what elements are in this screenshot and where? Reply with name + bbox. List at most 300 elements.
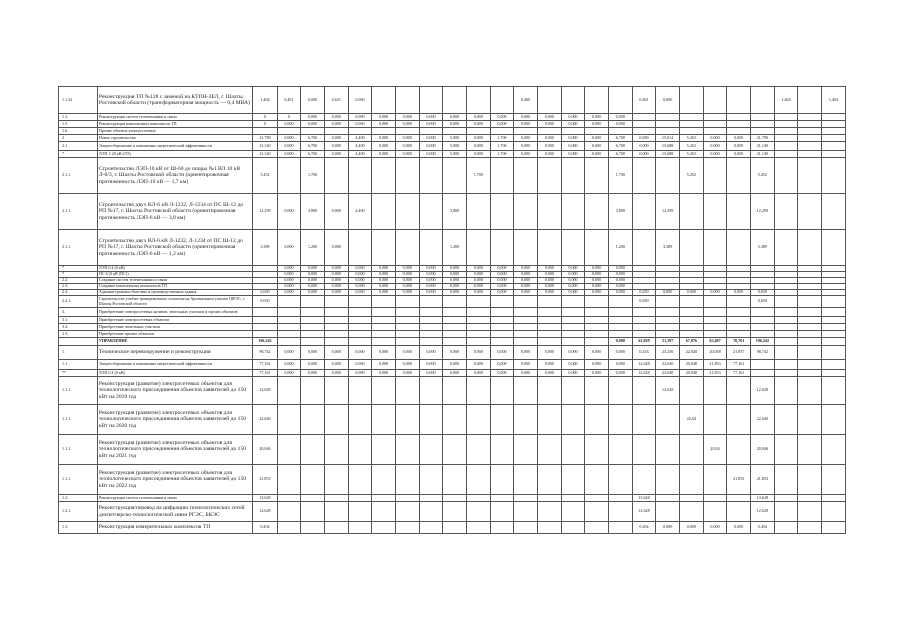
table-cell: 0,000 xyxy=(443,346,467,360)
table-cell xyxy=(822,377,846,405)
row-code: 1.1.1. xyxy=(59,465,98,495)
table-cell xyxy=(514,128,538,135)
table-cell xyxy=(466,502,490,522)
table-cell xyxy=(514,377,538,405)
investment-program-table xyxy=(58,86,846,534)
table-cell: 0,000 xyxy=(419,360,443,370)
table-cell xyxy=(395,377,419,405)
table-cell: 5,452 xyxy=(751,158,775,194)
table-cell: 0,000 xyxy=(466,290,490,296)
row-code: ** xyxy=(59,370,98,377)
table-cell xyxy=(632,128,656,135)
table-cell: 0,000 xyxy=(395,284,419,290)
table-cell xyxy=(751,121,775,128)
table-cell xyxy=(727,158,751,194)
table-cell xyxy=(395,502,419,522)
table-cell xyxy=(419,128,443,135)
table-cell xyxy=(466,331,490,338)
table-cell xyxy=(324,158,348,194)
table-cell xyxy=(537,377,561,405)
table-cell xyxy=(443,435,467,465)
table-cell: 20,048 xyxy=(680,360,704,370)
table-cell xyxy=(798,324,822,331)
table-cell: 0,000 xyxy=(301,272,325,278)
table-cell: 0,000 xyxy=(609,272,633,278)
table-cell xyxy=(680,324,704,331)
table-cell xyxy=(774,324,798,331)
table-cell xyxy=(466,377,490,405)
table-cell xyxy=(537,158,561,194)
table-cell: 0,000 xyxy=(348,346,372,360)
table-cell xyxy=(348,317,372,324)
table-cell xyxy=(301,317,325,324)
table-cell xyxy=(443,522,467,534)
table-cell xyxy=(774,230,798,266)
table-cell xyxy=(656,495,680,502)
table-cell: 0,000 xyxy=(609,346,633,360)
table-cell: 0,000 xyxy=(514,151,538,158)
table-cell: 21,397 xyxy=(656,338,680,346)
table-cell: 0,000 xyxy=(277,290,301,296)
table-cell xyxy=(514,338,538,346)
table-cell: 0,000 xyxy=(466,272,490,278)
table-cell: 0,000 xyxy=(443,121,467,128)
table-cell: 20,048 xyxy=(680,370,704,377)
table-cell xyxy=(419,338,443,346)
table-cell xyxy=(632,405,656,435)
table-cell xyxy=(727,308,751,317)
table-cell: 21,837 xyxy=(727,346,751,360)
table-cell: 0,000 xyxy=(277,346,301,360)
table-cell xyxy=(822,370,846,377)
table-cell: 0,000 xyxy=(561,272,585,278)
table-cell: 5,000 xyxy=(443,151,467,158)
row-total xyxy=(253,324,277,331)
table-cell xyxy=(348,405,372,435)
table-cell xyxy=(656,317,680,324)
row-label: Энергосбережение и повышение энергетической эффективности xyxy=(97,142,252,151)
table-cell xyxy=(443,465,467,495)
table-cell xyxy=(490,158,514,194)
table-cell: 15,014 xyxy=(656,135,680,142)
table-cell: 0,000 xyxy=(301,278,325,284)
row-total: 3,389 xyxy=(253,230,277,266)
table-cell: 4,400 xyxy=(348,142,372,151)
table-cell xyxy=(727,377,751,405)
table-cell xyxy=(751,128,775,135)
table-cell xyxy=(703,121,727,128)
table-cell: 0,000 xyxy=(466,114,490,121)
table-cell: 0,000 xyxy=(324,266,348,272)
table-cell: 0,000 xyxy=(395,290,419,296)
row-label: ЛЭП 0,4 (0 кВ) xyxy=(97,266,252,272)
table-cell: 22,64 xyxy=(680,405,704,435)
table-cell xyxy=(372,435,396,465)
table-cell xyxy=(703,308,727,317)
table-row xyxy=(59,465,846,495)
table-cell xyxy=(703,377,727,405)
table-cell: 1,200 xyxy=(609,230,633,266)
table-cell: 0,000 xyxy=(372,266,396,272)
table-cell xyxy=(822,308,846,317)
table-cell: 0,650 xyxy=(632,296,656,308)
table-cell: 0,000 xyxy=(490,114,514,121)
table-cell xyxy=(277,128,301,135)
table-cell: 0,000 xyxy=(490,346,514,360)
table-cell xyxy=(348,296,372,308)
table-cell xyxy=(348,338,372,346)
table-cell xyxy=(443,324,467,331)
table-cell: 0,000 xyxy=(514,346,538,360)
table-cell: 0,000 xyxy=(561,151,585,158)
table-cell: 0,000 xyxy=(514,290,538,296)
table-row xyxy=(59,121,846,128)
table-cell: 0,000 xyxy=(395,370,419,377)
table-cell xyxy=(774,405,798,435)
table-cell xyxy=(798,114,822,121)
table-cell xyxy=(798,331,822,338)
table-cell xyxy=(822,346,846,360)
table-cell: 21,790 xyxy=(751,135,775,142)
table-cell xyxy=(395,87,419,114)
table-cell xyxy=(372,495,396,502)
table-cell: 0,000 xyxy=(537,290,561,296)
table-cell: 0,000 xyxy=(514,135,538,142)
table-cell: 1,700 xyxy=(490,142,514,151)
table-cell xyxy=(609,377,633,405)
row-total: 1,404 xyxy=(253,87,277,114)
table-cell: 0,401 xyxy=(277,87,301,114)
table-row xyxy=(59,142,846,151)
table-cell xyxy=(514,158,538,194)
table-cell xyxy=(419,87,443,114)
table-cell xyxy=(680,121,704,128)
table-cell xyxy=(561,522,585,534)
table-cell xyxy=(632,465,656,495)
table-cell: 0,000 xyxy=(727,522,751,534)
table-cell xyxy=(395,317,419,324)
table-cell xyxy=(537,317,561,324)
table-cell: 13,628 xyxy=(751,495,775,502)
table-cell xyxy=(561,230,585,266)
row-label: Приобретение земельных участков xyxy=(97,324,252,331)
table-cell: 0,000 xyxy=(419,151,443,158)
table-row xyxy=(59,331,846,338)
table-cell xyxy=(490,331,514,338)
table-cell xyxy=(466,405,490,435)
row-label: Строительство учебно-тренировочного полигона на Арсенальном участке ШРЭС, г. Шахты Ростовской области xyxy=(97,296,252,308)
table-cell xyxy=(466,194,490,230)
table-cell xyxy=(537,87,561,114)
row-total xyxy=(253,317,277,324)
table-cell: 0,000 xyxy=(372,114,396,121)
table-row xyxy=(59,405,846,435)
row-code: * xyxy=(59,266,98,272)
table-cell xyxy=(822,435,846,465)
table-cell: 21,853 xyxy=(703,370,727,377)
table-cell: 0,000 xyxy=(419,278,443,284)
table-cell: 0,000 xyxy=(419,272,443,278)
table-cell xyxy=(443,296,467,308)
table-cell: 0,000 xyxy=(419,370,443,377)
table-cell xyxy=(537,465,561,495)
table-cell: 0,650 xyxy=(632,290,656,296)
table-row xyxy=(59,230,846,266)
table-cell xyxy=(277,522,301,534)
table-cell xyxy=(514,435,538,465)
table-cell xyxy=(822,324,846,331)
table-cell xyxy=(822,338,846,346)
table-cell: 5,452 xyxy=(680,158,704,194)
table-cell: 0,000 xyxy=(561,142,585,151)
row-label: Реконструкция/перевод на цифрацию технологических сетей диспетчерско-технологической связи РГЭС, БКЭС xyxy=(97,502,252,522)
table-cell xyxy=(301,522,325,534)
table-cell xyxy=(443,128,467,135)
table-row xyxy=(59,522,846,534)
table-cell xyxy=(348,495,372,502)
table-row xyxy=(59,435,846,465)
table-cell xyxy=(277,405,301,435)
row-label: Прочие объекты электросетевые xyxy=(97,128,252,135)
table-cell: 3,800 xyxy=(301,194,325,230)
table-cell xyxy=(301,338,325,346)
table-cell xyxy=(727,331,751,338)
table-cell xyxy=(727,230,751,266)
table-cell xyxy=(277,465,301,495)
table-cell: 0,000 xyxy=(609,284,633,290)
table-cell: 0,000 xyxy=(537,135,561,142)
table-cell: 0,000 xyxy=(395,142,419,151)
table-cell xyxy=(466,495,490,502)
table-cell xyxy=(395,495,419,502)
table-cell xyxy=(632,194,656,230)
table-cell: 0,000 xyxy=(561,114,585,121)
table-cell xyxy=(656,114,680,121)
table-cell xyxy=(419,502,443,522)
table-cell xyxy=(680,331,704,338)
table-cell: 6,700 xyxy=(301,151,325,158)
table-cell xyxy=(395,158,419,194)
table-cell xyxy=(514,405,538,435)
table-cell: 61,829 xyxy=(632,338,656,346)
table-cell: 22,640 xyxy=(656,370,680,377)
row-label: ПС 6 (0 кВ (ПС)) xyxy=(97,272,252,278)
table-cell xyxy=(609,324,633,331)
table-cell: 6,700 xyxy=(609,135,633,142)
table-cell: 0,000 xyxy=(609,290,633,296)
table-cell: 0,000 xyxy=(372,272,396,278)
table-cell xyxy=(774,370,798,377)
table-cell: 0,000 xyxy=(727,290,751,296)
row-label: Реконструкция комплектных комплексов ТП xyxy=(97,121,252,128)
table-cell xyxy=(727,502,751,522)
table-cell: 0,000 xyxy=(277,272,301,278)
table-cell xyxy=(585,230,609,266)
table-cell: 0,000 xyxy=(395,135,419,142)
table-row xyxy=(59,370,846,377)
table-cell: 0,000 xyxy=(537,370,561,377)
table-cell xyxy=(774,346,798,360)
table-cell: 0,000 xyxy=(419,142,443,151)
table-cell xyxy=(798,142,822,151)
table-cell xyxy=(490,435,514,465)
table-cell xyxy=(585,405,609,435)
table-cell xyxy=(656,435,680,465)
table-cell: 0,000 xyxy=(324,370,348,377)
table-cell: 12,628 xyxy=(632,502,656,522)
table-cell xyxy=(632,114,656,121)
row-label: УПРАВЛЕНИЕ xyxy=(97,338,252,346)
table-cell: 0,000 xyxy=(514,278,538,284)
row-total xyxy=(253,331,277,338)
row-total: 12,628 xyxy=(253,377,277,405)
table-cell xyxy=(798,502,822,522)
row-total: 21,790 xyxy=(253,135,277,142)
table-row xyxy=(59,346,846,360)
table-cell xyxy=(537,502,561,522)
table-cell xyxy=(632,435,656,465)
table-cell xyxy=(632,324,656,331)
table-cell: 0,000 xyxy=(419,114,443,121)
table-cell: 0,000 xyxy=(301,370,325,377)
table-cell xyxy=(395,324,419,331)
table-cell xyxy=(537,308,561,317)
table-cell xyxy=(798,308,822,317)
table-cell xyxy=(822,128,846,135)
table-cell: 0,000 xyxy=(324,121,348,128)
row-code: 1.2.1. xyxy=(59,502,98,522)
table-cell xyxy=(751,114,775,121)
table-cell xyxy=(561,194,585,230)
table-cell: 0,000 xyxy=(466,360,490,370)
table-cell xyxy=(751,370,775,377)
table-cell: 0,000 xyxy=(443,284,467,290)
table-cell xyxy=(561,338,585,346)
table-cell: 0,000 xyxy=(419,266,443,272)
table-cell xyxy=(656,324,680,331)
table-cell xyxy=(656,308,680,317)
table-cell xyxy=(561,405,585,435)
table-cell xyxy=(751,331,775,338)
table-cell: 0,000 xyxy=(419,284,443,290)
table-cell xyxy=(798,522,822,534)
row-code: 1.3. xyxy=(59,114,98,121)
table-cell xyxy=(727,194,751,230)
table-cell xyxy=(443,377,467,405)
table-cell xyxy=(514,324,538,331)
table-cell: 0,000 xyxy=(443,360,467,370)
table-cell xyxy=(798,346,822,360)
row-code: 2.4. xyxy=(59,290,98,296)
table-cell: 0,000 xyxy=(514,360,538,370)
table-cell xyxy=(680,435,704,465)
table-cell xyxy=(419,230,443,266)
table-cell xyxy=(324,338,348,346)
table-row xyxy=(59,296,846,308)
table-cell xyxy=(277,435,301,465)
table-cell: 0,000 xyxy=(609,360,633,370)
table-cell xyxy=(277,317,301,324)
table-cell: 0,000 xyxy=(561,284,585,290)
row-label: Энергосбережение и повышение энергетической эффективности xyxy=(97,360,252,370)
table-cell: 0,000 xyxy=(514,370,538,377)
table-cell xyxy=(727,87,751,114)
table-cell: 0,000 xyxy=(443,370,467,377)
table-cell: 0,000 xyxy=(324,194,348,230)
table-cell xyxy=(774,377,798,405)
table-cell xyxy=(301,296,325,308)
table-row xyxy=(59,377,846,405)
table-cell: 0,000 xyxy=(372,284,396,290)
table-cell xyxy=(774,522,798,534)
table-cell: 0,000 xyxy=(585,370,609,377)
table-cell: 0,000 xyxy=(466,370,490,377)
row-label: Реконструкция (развитие) электросетевых объектов для технологического присоединения объектов заявителей до 150 кВт на 2022 год xyxy=(97,465,252,495)
table-cell xyxy=(372,317,396,324)
table-cell xyxy=(680,377,704,405)
table-cell xyxy=(703,296,727,308)
table-cell: 21,853 xyxy=(751,465,775,495)
table-cell: 0,650 xyxy=(751,296,775,308)
table-cell xyxy=(490,495,514,502)
table-row xyxy=(59,308,846,317)
table-cell xyxy=(419,317,443,324)
table-cell xyxy=(301,435,325,465)
table-cell xyxy=(301,308,325,317)
table-cell: 0,000 xyxy=(490,121,514,128)
table-cell xyxy=(680,308,704,317)
table-cell xyxy=(585,495,609,502)
table-cell xyxy=(585,331,609,338)
table-cell xyxy=(443,87,467,114)
table-cell xyxy=(514,230,538,266)
table-cell xyxy=(727,324,751,331)
row-total: 5,452 xyxy=(253,158,277,194)
table-cell xyxy=(585,158,609,194)
table-cell: 0,000 xyxy=(372,121,396,128)
row-label: Реконструкция систем телемеханики и связи xyxy=(97,114,252,121)
table-cell: 0,000 xyxy=(656,87,680,114)
row-label: Техническое перевооружение и реконструкция xyxy=(97,346,252,360)
table-cell xyxy=(680,296,704,308)
table-cell xyxy=(727,405,751,435)
row-label: Строительство ЛЭП-10 кВ от Ш-60 до опоры №1 ВЛ 10 кВ Л-6/3, г. Шахты Ростовской области (ориентировочная протяженность ЛЭП-10 кВ — 1,7 км) xyxy=(97,158,252,194)
table-cell: 0,000 xyxy=(537,114,561,121)
table-cell xyxy=(348,230,372,266)
table-cell: 70,701 xyxy=(727,338,751,346)
table-cell xyxy=(277,377,301,405)
table-cell xyxy=(490,230,514,266)
row-total xyxy=(253,128,277,135)
table-cell xyxy=(703,502,727,522)
table-cell: 0,000 xyxy=(301,121,325,128)
table-cell xyxy=(443,331,467,338)
table-cell: 196,242 xyxy=(751,338,775,346)
table-cell: 0,000 xyxy=(348,272,372,278)
table-cell xyxy=(798,495,822,502)
table-cell xyxy=(514,502,538,522)
table-row xyxy=(59,128,846,135)
table-cell xyxy=(561,296,585,308)
row-code: 2.2. xyxy=(59,278,98,284)
table-cell: 0,000 xyxy=(324,346,348,360)
table-cell: 13,628 xyxy=(632,495,656,502)
table-cell: 0,000 xyxy=(301,87,325,114)
table-cell: 1,700 xyxy=(466,158,490,194)
table-cell xyxy=(585,502,609,522)
table-cell xyxy=(798,87,822,114)
table-cell xyxy=(466,128,490,135)
